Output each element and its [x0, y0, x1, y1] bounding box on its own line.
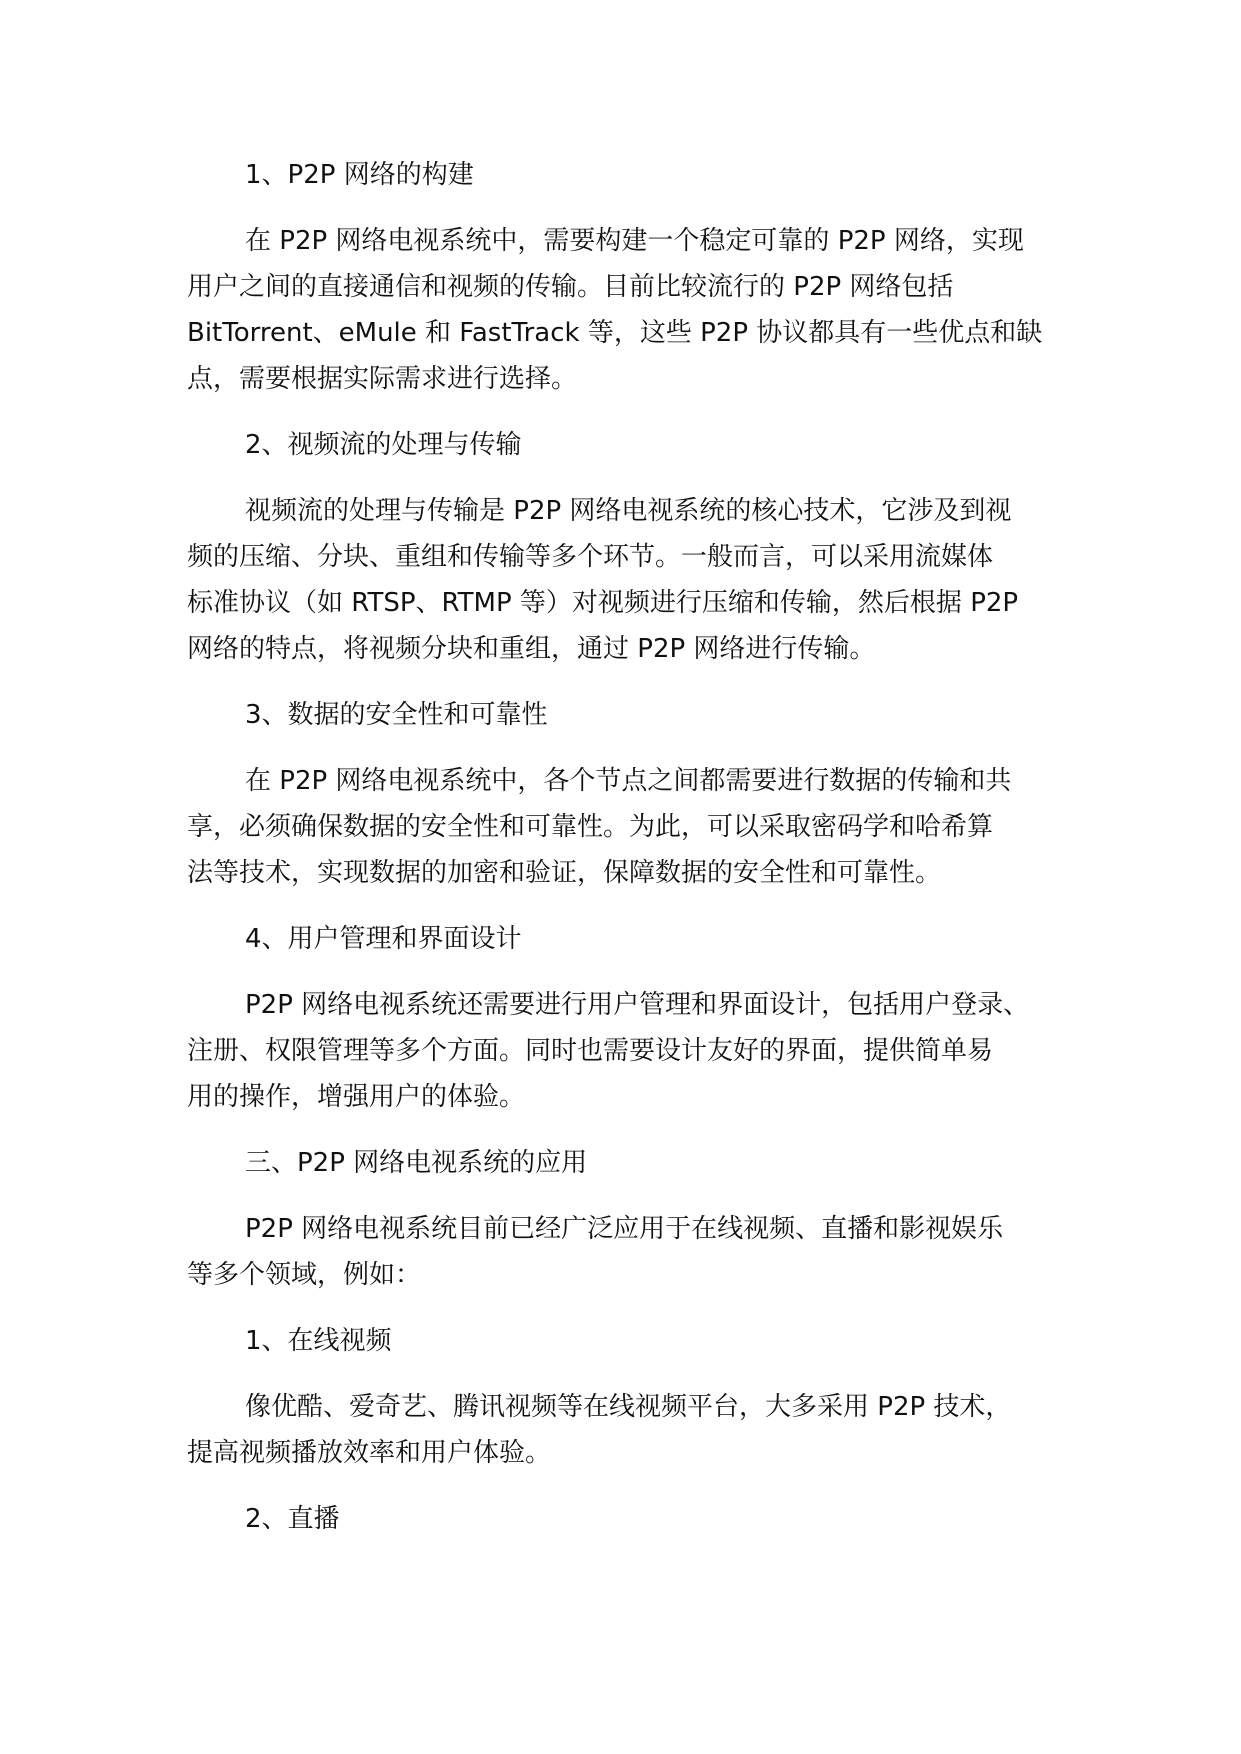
paragraph-line: 注册、权限管理等多个方面。同时也需要设计友好的界面，提供简单易: [187, 1036, 994, 1066]
paragraph-line: 标准协议（如 RTSP、RTMP 等）对视频进行压缩和传输，然后根据 P2P: [187, 588, 1019, 618]
paragraph-line: BitTorrent、eMule 和 FastTrack 等，这些 P2P 协议都具有一些优点和缺: [187, 318, 1043, 348]
paragraph-line: 用户之间的直接通信和视频的传输。目前比较流行的 P2P 网络包括: [187, 272, 954, 302]
paragraph-online-video: [187, 1384, 1067, 1476]
paragraph-line: 视频流的处理与传输是 P2P 网络电视系统的核心技术，它涉及到视: [245, 496, 1012, 526]
paragraph-line: 像优酷、爱奇艺、腾讯视频等在线视频平台，大多采用 P2P 技术，: [245, 1392, 1012, 1422]
paragraph-line: 在 P2P 网络电视系统中，需要构建一个稳定可靠的 P2P 网络，实现: [245, 226, 1024, 256]
paragraph-line: P2P 网络电视系统目前已经广泛应用于在线视频、直播和影视娱乐: [245, 1214, 1004, 1244]
section-heading-live-streaming: 2、直播: [245, 1504, 340, 1534]
paragraph-line: 网络的特点，将视频分块和重组，通过 P2P 网络进行传输。: [187, 634, 876, 664]
section-heading-p2p-network-construction: 1、P2P 网络的构建: [245, 160, 474, 190]
paragraph-video-stream: [187, 488, 1067, 672]
paragraph-line: 点，需要根据实际需求进行选择。: [187, 364, 578, 394]
section-heading-applications: 三、P2P 网络电视系统的应用: [245, 1148, 588, 1178]
paragraph-line: P2P 网络电视系统还需要进行用户管理和界面设计，包括用户登录、: [245, 990, 1030, 1020]
paragraph-p2p-network-construction: [187, 218, 1067, 402]
paragraph-line: 在 P2P 网络电视系统中，各个节点之间都需要进行数据的传输和共: [245, 766, 1012, 796]
paragraph-line: 享，必须确保数据的安全性和可靠性。为此，可以采取密码学和哈希算: [187, 812, 994, 842]
paragraph-line: 法等技术，实现数据的加密和验证，保障数据的安全性和可靠性。: [187, 858, 942, 888]
paragraph-data-security: [187, 758, 1067, 896]
paragraph-line: 提高视频播放效率和用户体验。: [187, 1438, 552, 1468]
paragraph-line: 等多个领域，例如：: [187, 1260, 422, 1290]
paragraph-line: 用的操作，增强用户的体验。: [187, 1082, 526, 1112]
paragraph-user-management: [187, 982, 1067, 1120]
section-heading-online-video: 1、在线视频: [245, 1326, 392, 1356]
document-body: [187, 152, 1067, 1542]
section-heading-user-management: 4、用户管理和界面设计: [245, 924, 522, 954]
paragraph-applications: [187, 1206, 1067, 1298]
paragraph-line: 频的压缩、分块、重组和传输等多个环节。一般而言，可以采用流媒体: [187, 542, 994, 572]
section-heading-video-stream: 2、视频流的处理与传输: [245, 430, 522, 460]
section-heading-data-security: 3、数据的安全性和可靠性: [245, 700, 548, 730]
